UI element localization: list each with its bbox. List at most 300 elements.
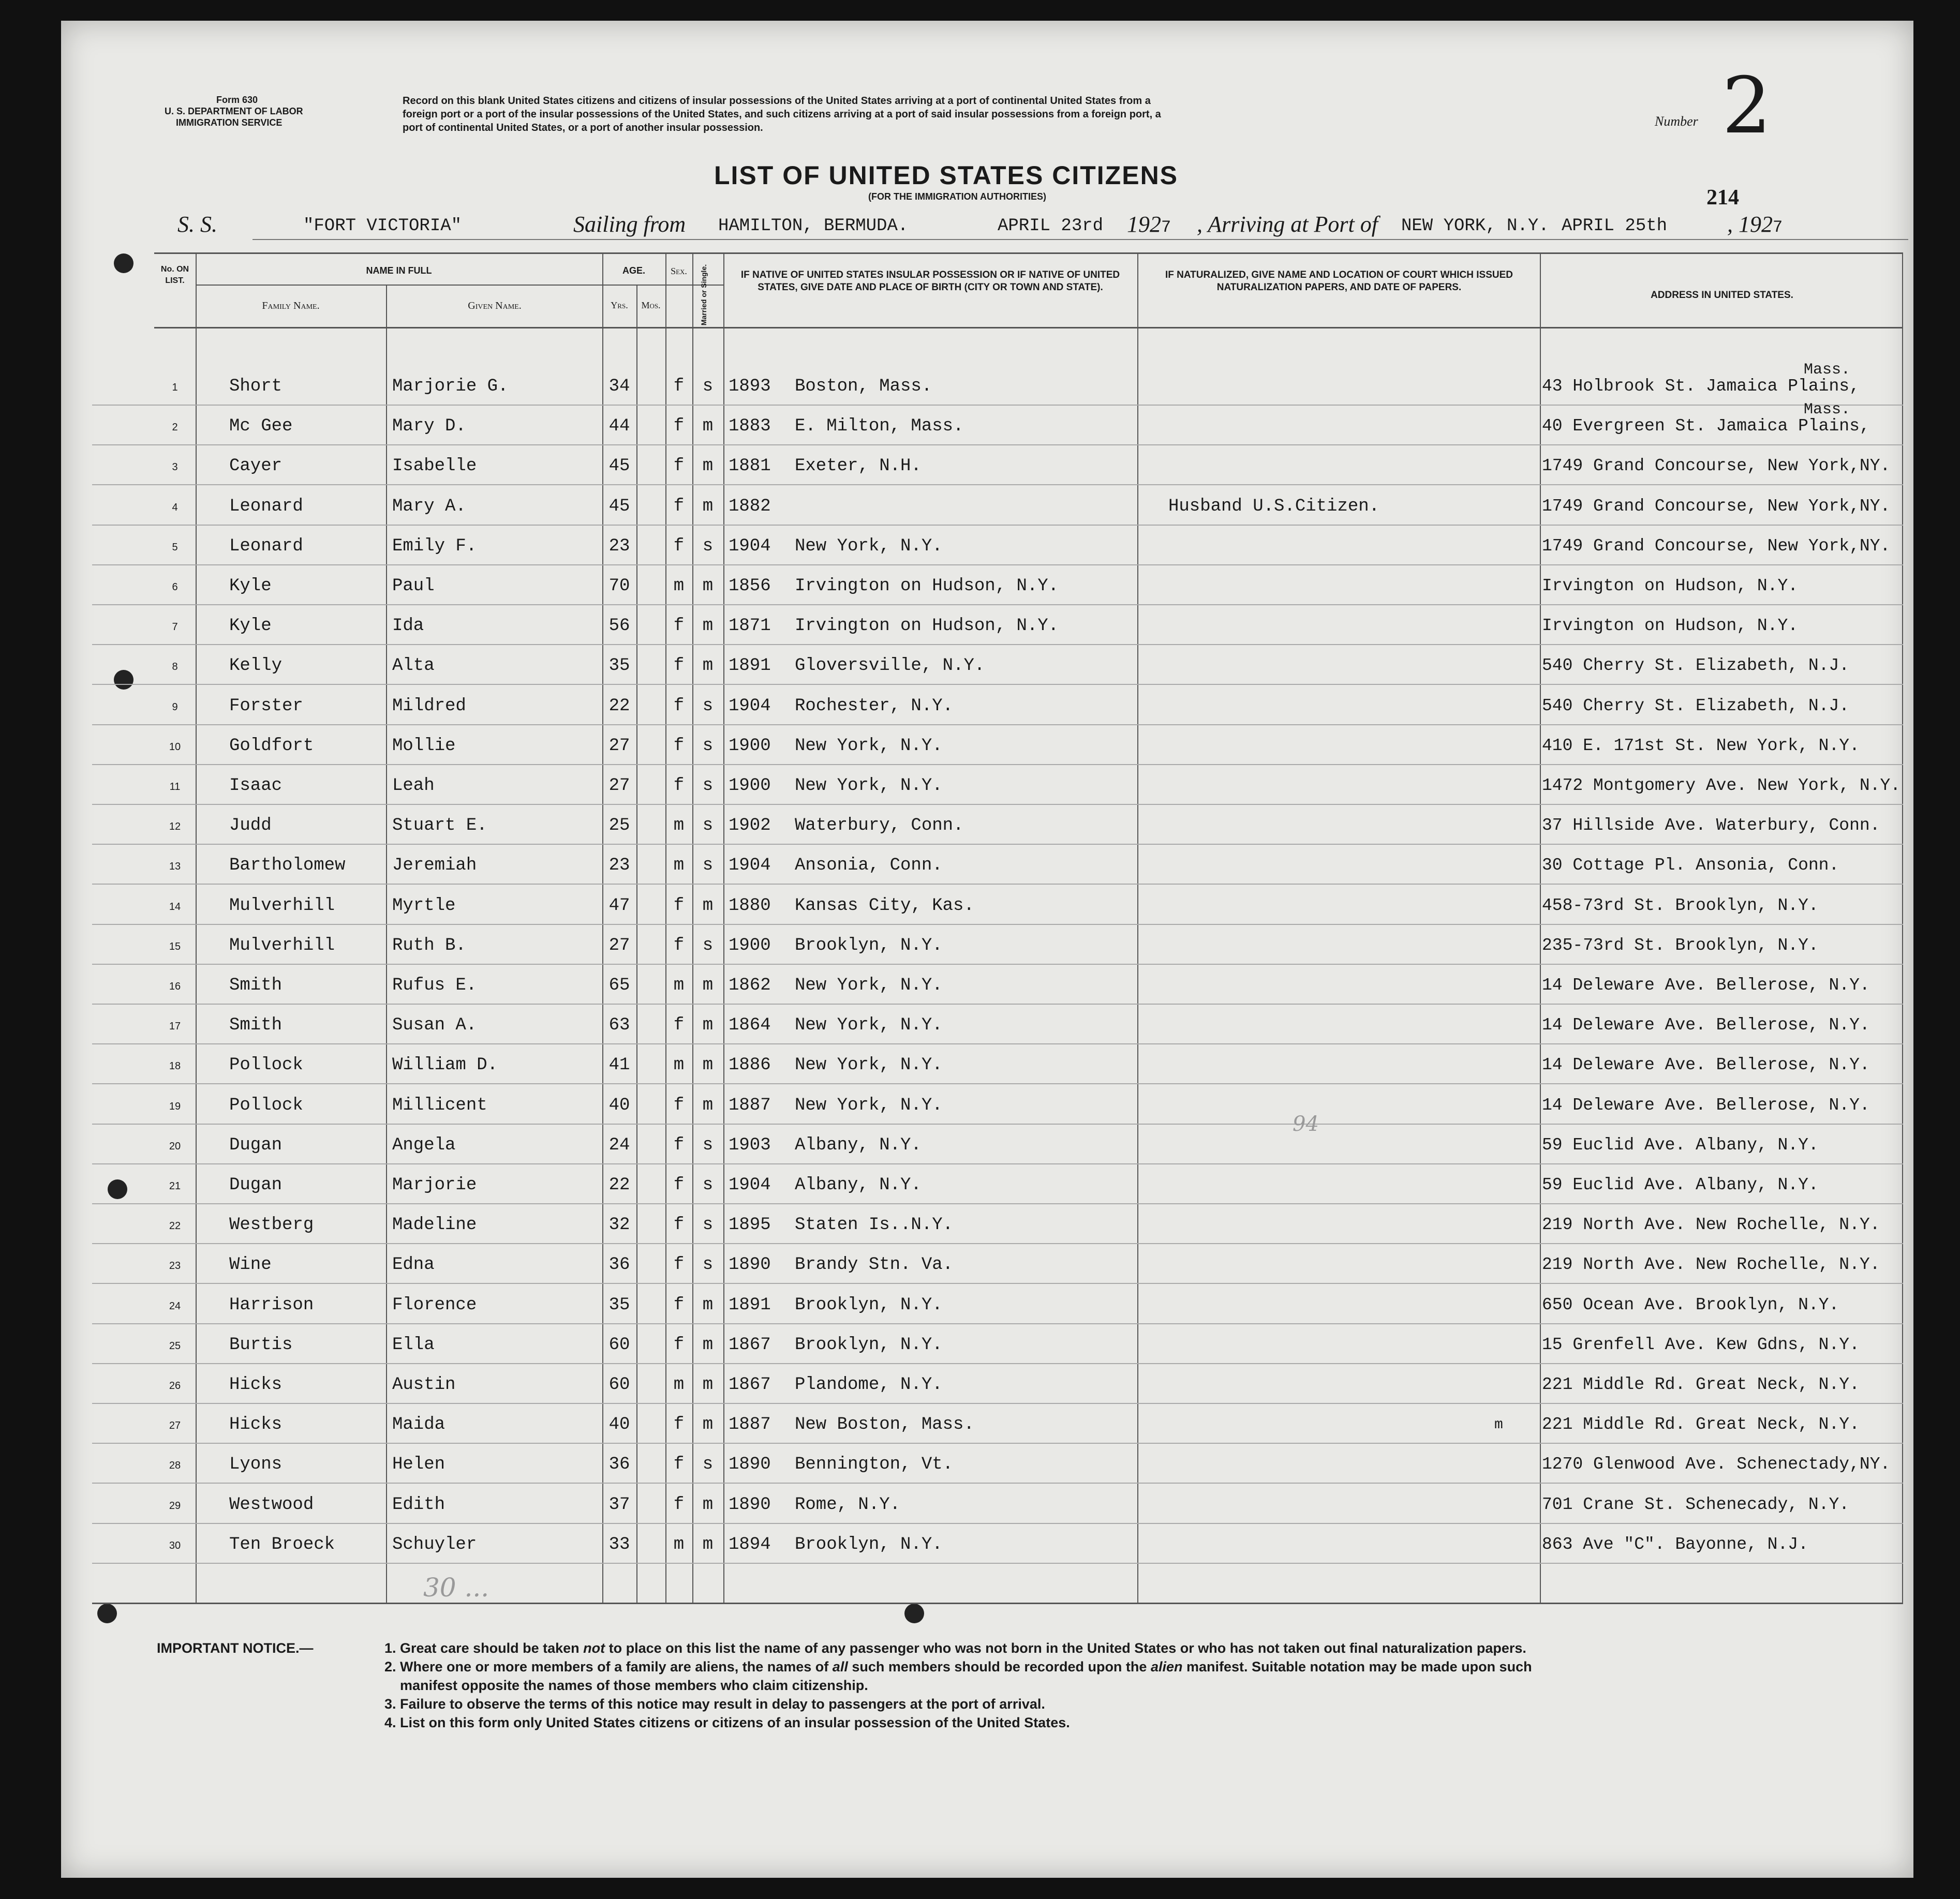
sex: f — [673, 1494, 685, 1515]
us-address: 701 Crane St. Schenecady, N.Y. — [1542, 1494, 1850, 1514]
header-mos: Mos. — [641, 300, 661, 310]
age-years: 35 — [608, 656, 630, 676]
given-name: Maida — [392, 1415, 446, 1435]
given-name: Isabelle — [392, 456, 477, 476]
row-number: 22 — [169, 1220, 181, 1232]
notice-line-2 — [157, 1657, 1532, 1676]
marital-status: m — [702, 456, 714, 476]
marital-status: m — [702, 616, 714, 636]
given-name: Jeremiah — [392, 856, 477, 876]
birth-year: 1904 — [729, 696, 771, 716]
birth-place: Brooklyn, N.Y. — [795, 935, 943, 955]
instruction-line: Record on this blank United States citizens and citizens of insular possessions of the United States arriving at a port of continental United States from a — [403, 95, 1151, 107]
birth-place: New York, N.Y. — [795, 736, 943, 756]
row-number: 7 — [172, 621, 178, 633]
header-sex: Sex. — [671, 266, 687, 276]
given-name: Marjorie — [392, 1175, 477, 1195]
given-name: Marjorie G. — [392, 377, 509, 396]
arrival-year-prefix: , 192 — [1727, 212, 1773, 237]
birth-year: 1904 — [729, 856, 771, 876]
row-rule — [92, 804, 1903, 805]
sex: f — [673, 656, 685, 676]
punch-hole — [97, 1604, 117, 1623]
col-line — [196, 252, 197, 1603]
age-years: 63 — [608, 1015, 630, 1036]
sex: m — [673, 1375, 685, 1395]
sailing-date: APRIL 23rd — [998, 216, 1104, 236]
birth-place: Gloversville, N.Y. — [795, 656, 985, 676]
birth-year: 1890 — [729, 1455, 771, 1475]
header-family-name: Family Name. — [262, 300, 320, 311]
sex: f — [673, 456, 685, 476]
given-name: Rufus E. — [392, 976, 477, 995]
age-years: 56 — [608, 616, 630, 636]
row-number: 25 — [169, 1340, 181, 1352]
family-name: Dugan — [229, 1135, 283, 1155]
age-years: 60 — [608, 1335, 630, 1355]
given-name: Paul — [392, 576, 435, 596]
marital-status: m — [702, 1095, 714, 1115]
us-address: 650 Ocean Ave. Brooklyn, N.Y. — [1542, 1295, 1839, 1314]
instruction-line: foreign port or a port of the insular possessions of the United States, and such citizens arriving at a port of said insular possessions from a foreign port, a — [403, 109, 1161, 120]
page-subtitle: (FOR THE IMMIGRATION AUTHORITIES) — [868, 191, 1046, 202]
marital-status: m — [702, 1295, 714, 1315]
row-number: 6 — [172, 581, 178, 593]
notice-emphasis: not — [583, 1640, 605, 1656]
sex: f — [673, 1175, 685, 1195]
row-number: 16 — [169, 981, 181, 992]
header-age: AGE. — [622, 265, 645, 276]
sex: m — [673, 576, 685, 596]
us-address: 15 Grenfell Ave. Kew Gdns, N.Y. — [1542, 1335, 1860, 1354]
sailing-year — [1127, 211, 1171, 237]
row-number: 19 — [169, 1100, 181, 1112]
age-years: 65 — [608, 976, 630, 995]
birth-place: Brandy Stn. Va. — [795, 1255, 954, 1275]
col-line — [1137, 252, 1138, 1603]
age-years: 35 — [608, 1295, 630, 1315]
sailing-year-prefix: 192 — [1127, 212, 1161, 237]
given-name: Mildred — [392, 696, 466, 716]
marital-status: m — [702, 1015, 714, 1036]
given-name: Ella — [392, 1335, 435, 1355]
row-number: 1 — [172, 382, 178, 393]
header-sub-rule — [196, 285, 723, 286]
sex: f — [673, 776, 685, 796]
sex: f — [673, 696, 685, 716]
age-years: 27 — [608, 736, 630, 756]
marital-status: m — [702, 1375, 714, 1395]
birth-year: 1882 — [729, 496, 771, 516]
us-address: 410 E. 171st St. New York, N.Y. — [1542, 736, 1860, 755]
row-rule — [92, 1243, 1903, 1244]
given-name: Austin — [392, 1375, 456, 1395]
marital-status: m — [702, 656, 714, 676]
pencil-annotation-94: 94 — [1293, 1112, 1319, 1136]
row-rule — [92, 1043, 1903, 1044]
family-name: Westberg — [229, 1215, 314, 1235]
row-rule — [92, 1523, 1903, 1524]
arrival-year — [1727, 211, 1783, 237]
given-name: Myrtle — [392, 895, 456, 916]
age-years: 27 — [608, 776, 630, 796]
row-rule — [92, 1483, 1903, 1484]
given-name: Stuart E. — [392, 816, 487, 836]
col-line — [1540, 252, 1541, 1603]
birth-year: 1886 — [729, 1055, 771, 1075]
birth-year: 1867 — [729, 1375, 771, 1395]
marital-status: m — [702, 895, 714, 916]
age-years: 60 — [608, 1375, 630, 1395]
birth-year: 1887 — [729, 1415, 771, 1435]
sailing-line-rule — [253, 239, 1908, 240]
given-name: Mary D. — [392, 416, 466, 437]
birth-year: 1883 — [729, 416, 771, 437]
row-rule — [92, 604, 1903, 605]
birth-place: Ansonia, Conn. — [795, 856, 943, 876]
marital-status: s — [702, 1215, 714, 1235]
col-line — [386, 285, 387, 1603]
us-address: 540 Cherry St. Elizabeth, N.J. — [1542, 656, 1850, 676]
age-years: 36 — [608, 1255, 630, 1275]
notice-text: manifest. Suitable notation may be made upon such — [1182, 1659, 1532, 1674]
us-address: 59 Euclid Ave. Albany, N.Y. — [1542, 1135, 1819, 1155]
marital-status: m — [702, 416, 714, 437]
birth-place: E. Milton, Mass. — [795, 416, 964, 437]
us-address: 14 Deleware Ave. Bellerose, N.Y. — [1542, 1095, 1870, 1115]
department-label: U. S. DEPARTMENT OF LABOR — [165, 106, 303, 116]
family-name: Isaac — [229, 776, 283, 796]
notice-text: 1. Great care should be taken — [384, 1640, 584, 1656]
birth-place: Boston, Mass. — [795, 377, 932, 396]
age-years: 36 — [608, 1455, 630, 1475]
row-number: 4 — [172, 501, 178, 513]
us-address: 14 Deleware Ave. Bellerose, N.Y. — [1542, 976, 1870, 995]
marital-status: m — [702, 1335, 714, 1355]
table-right-border — [1902, 252, 1903, 1603]
age-years: 23 — [608, 536, 630, 556]
birth-year: 1894 — [729, 1534, 771, 1554]
sex: f — [673, 935, 685, 955]
header-no-on-list: No. ON LIST. — [160, 265, 189, 285]
arriving-label: , Arriving at Port of — [1197, 212, 1378, 237]
address-state-superscript: Mass. — [1804, 361, 1851, 379]
age-years: 44 — [608, 416, 630, 437]
arrival-year-suffix: 7 — [1773, 218, 1783, 237]
age-years: 41 — [608, 1055, 630, 1075]
birth-year: 1880 — [729, 895, 771, 916]
marital-status: m — [702, 1534, 714, 1554]
birth-place: New York, N.Y. — [795, 1055, 943, 1075]
sailing-from: HAMILTON, BERMUDA. — [718, 216, 909, 236]
row-rule — [92, 484, 1903, 485]
birth-year: 1900 — [729, 776, 771, 796]
notice-text: to place on this list the name of any passenger who was not born in the United States or who has not taken out final naturalization papers. — [605, 1640, 1526, 1656]
row-number: 27 — [169, 1420, 181, 1432]
family-name: Smith — [229, 976, 283, 995]
notice-emphasis: alien — [1150, 1659, 1183, 1674]
ss-label: S. S. — [177, 212, 217, 237]
row-rule — [92, 884, 1903, 885]
family-name: Lyons — [229, 1455, 283, 1475]
header-address: ADDRESS IN UNITED STATES. — [1651, 290, 1793, 301]
notice-line-4: 4. List on this form only United States citizens or citizens of an insular possession of the United States. — [384, 1715, 1070, 1730]
family-name: Smith — [229, 1015, 283, 1036]
us-address: 235-73rd St. Brooklyn, N.Y. — [1542, 935, 1819, 955]
row-number: 30 — [169, 1539, 181, 1551]
row-rule — [92, 1563, 1903, 1564]
birth-place: New York, N.Y. — [795, 1095, 943, 1115]
row-number: 5 — [172, 541, 178, 553]
row-number: 20 — [169, 1140, 181, 1152]
birth-year: 1900 — [729, 736, 771, 756]
age-years: 37 — [608, 1494, 630, 1515]
row-number: 29 — [169, 1500, 181, 1512]
sex: f — [673, 895, 685, 916]
age-years: 45 — [608, 496, 630, 516]
birth-place: New York, N.Y. — [795, 1015, 943, 1036]
row-number: 3 — [172, 461, 178, 473]
family-name: Goldfort — [229, 736, 314, 756]
age-years: 40 — [608, 1415, 630, 1435]
row-number: 9 — [172, 701, 178, 713]
birth-place: Kansas City, Kas. — [795, 895, 974, 916]
page-title: LIST OF UNITED STATES CITIZENS — [714, 161, 1179, 190]
given-name: Susan A. — [392, 1015, 477, 1036]
birth-year: 1887 — [729, 1095, 771, 1115]
given-name: Florence — [392, 1295, 477, 1315]
sex: m — [673, 976, 685, 995]
row-rule — [92, 1283, 1903, 1284]
age-years: 70 — [608, 576, 630, 596]
row-number: 21 — [169, 1180, 181, 1192]
family-name: Bartholomew — [229, 856, 346, 876]
row-number: 28 — [169, 1460, 181, 1472]
important-notice — [157, 1639, 1532, 1732]
us-address: 540 Cherry St. Elizabeth, N.J. — [1542, 696, 1850, 715]
us-address: 59 Euclid Ave. Albany, N.Y. — [1542, 1175, 1819, 1194]
age-years: 45 — [608, 456, 630, 476]
row-rule — [92, 1124, 1903, 1125]
family-name: Dugan — [229, 1175, 283, 1195]
sex: f — [673, 1295, 685, 1315]
sex: f — [673, 496, 685, 516]
row-number: 26 — [169, 1380, 181, 1392]
family-name: Burtis — [229, 1335, 293, 1355]
header-bottom-border — [154, 327, 1903, 328]
marital-status: m — [702, 496, 714, 516]
age-years: 22 — [608, 696, 630, 716]
sex: f — [673, 377, 685, 396]
naturalization: m — [1494, 1417, 1503, 1433]
family-name: Hicks — [229, 1375, 283, 1395]
sex: f — [673, 416, 685, 437]
row-number: 17 — [169, 1021, 181, 1033]
row-rule — [92, 1323, 1903, 1324]
birth-place: Staten Is..N.Y. — [795, 1215, 954, 1235]
birth-place: New Boston, Mass. — [795, 1415, 974, 1435]
family-name: Mulverhill — [229, 895, 335, 916]
row-rule — [92, 444, 1903, 445]
us-address: 221 Middle Rd. Great Neck, N.Y. — [1542, 1375, 1860, 1394]
birth-year: 1904 — [729, 536, 771, 556]
notice-label: IMPORTANT NOTICE.— — [157, 1640, 314, 1656]
marital-status: s — [702, 696, 714, 716]
row-rule — [92, 1004, 1903, 1005]
given-name: Angela — [392, 1135, 456, 1155]
family-name: Judd — [229, 816, 272, 836]
birth-place: New York, N.Y. — [795, 536, 943, 556]
notice-line-2b: manifest opposite the names of those members who claim citizenship. — [400, 1678, 868, 1693]
us-address: 1472 Montgomery Ave. New York, N.Y. — [1542, 776, 1901, 795]
sex: f — [673, 1415, 685, 1435]
age-years: 27 — [608, 935, 630, 955]
given-name: Madeline — [392, 1215, 477, 1235]
birth-year: 1904 — [729, 1175, 771, 1195]
sex: f — [673, 1255, 685, 1275]
family-name: Ten Broeck — [229, 1534, 335, 1554]
family-name: Kyle — [229, 576, 272, 596]
given-name: Ruth B. — [392, 935, 466, 955]
header-native-birth: IF NATIVE OF UNITED STATES INSULAR POSSESSION OR IF NATIVE OF UNITED STATES, GIVE DATE AND PLACE OF BIRTH (CITY OR TOWN AND STATE). — [740, 270, 1120, 293]
row-rule — [92, 1443, 1903, 1444]
given-name: Schuyler — [392, 1534, 477, 1554]
age-years: 32 — [608, 1215, 630, 1235]
marital-status: s — [702, 736, 714, 756]
table-bottom-border — [92, 1603, 1903, 1604]
birth-year: 1902 — [729, 816, 771, 836]
notice-text: such members should be recorded upon the — [848, 1659, 1151, 1674]
birth-place: Waterbury, Conn. — [795, 816, 964, 836]
us-address: 14 Deleware Ave. Bellerose, N.Y. — [1542, 1015, 1870, 1035]
row-rule — [92, 844, 1903, 845]
sex: f — [673, 736, 685, 756]
header-married-single: Married or Single. — [700, 264, 708, 326]
family-name: Leonard — [229, 536, 303, 556]
us-address: 219 North Ave. New Rochelle, N.Y. — [1542, 1215, 1880, 1235]
us-address: 863 Ave "C". Bayonne, N.J. — [1542, 1534, 1808, 1554]
marital-status: s — [702, 935, 714, 955]
row-rule — [92, 924, 1903, 925]
marital-status: s — [702, 856, 714, 876]
number-label: Number — [1655, 114, 1698, 129]
birth-year: 1862 — [729, 976, 771, 995]
birth-year: 1891 — [729, 1295, 771, 1315]
punch-hole — [114, 253, 133, 273]
row-rule — [92, 405, 1903, 406]
marital-status: s — [702, 377, 714, 396]
birth-place: New York, N.Y. — [795, 976, 943, 995]
age-years: 25 — [608, 816, 630, 836]
marital-status: s — [702, 1135, 714, 1155]
row-rule — [92, 1083, 1903, 1084]
birth-year: 1895 — [729, 1215, 771, 1235]
address-state-superscript: Mass. — [1804, 401, 1851, 419]
marital-status: m — [702, 976, 714, 995]
us-address: 40 Evergreen St. Jamaica Plains, — [1542, 416, 1870, 436]
sex: f — [673, 616, 685, 636]
row-number: 14 — [169, 901, 181, 913]
family-name: Pollock — [229, 1055, 303, 1075]
given-name: Emily F. — [392, 536, 477, 556]
birth-place: Albany, N.Y. — [795, 1175, 922, 1195]
row-number: 8 — [172, 661, 178, 673]
col-line — [665, 252, 666, 1603]
row-number: 12 — [169, 821, 181, 833]
marital-status: s — [702, 1175, 714, 1195]
notice-line-1 — [157, 1639, 1532, 1657]
marital-status: s — [702, 816, 714, 836]
row-rule — [92, 1363, 1903, 1364]
row-number: 11 — [169, 781, 181, 793]
sailing-year-suffix: 7 — [1161, 218, 1171, 237]
birth-year: 1890 — [729, 1494, 771, 1515]
marital-status: m — [702, 1415, 714, 1435]
sex: f — [673, 1335, 685, 1355]
row-rule — [92, 684, 1903, 685]
given-name: Alta — [392, 656, 435, 676]
marital-status: s — [702, 536, 714, 556]
birth-year: 1893 — [729, 377, 771, 396]
notice-emphasis: all — [832, 1659, 848, 1674]
row-rule — [92, 1163, 1903, 1164]
birth-place: Rochester, N.Y. — [795, 696, 954, 716]
page-stamp-number: 214 — [1706, 186, 1739, 210]
form-instructions — [403, 94, 1161, 134]
service-label: IMMIGRATION SERVICE — [176, 117, 283, 128]
given-name: William D. — [392, 1055, 498, 1075]
us-address: 458-73rd St. Brooklyn, N.Y. — [1542, 895, 1819, 915]
naturalization: Husband U.S.Citizen. — [1168, 496, 1380, 516]
family-name: Cayer — [229, 456, 283, 476]
family-name: Mc Gee — [229, 416, 293, 437]
row-number: 10 — [169, 741, 181, 753]
age-years: 24 — [608, 1135, 630, 1155]
manifest-sheet — [61, 21, 1913, 1878]
sex: f — [673, 1455, 685, 1475]
header-yrs: Yrs. — [611, 300, 628, 310]
family-name: Pollock — [229, 1095, 303, 1115]
age-years: 22 — [608, 1175, 630, 1195]
notice-text: 2. Where one or more members of a family are aliens, the names of — [384, 1659, 833, 1674]
marital-status: m — [702, 1055, 714, 1075]
birth-place: Bennington, Vt. — [795, 1455, 954, 1475]
row-rule — [92, 564, 1903, 565]
age-years: 47 — [608, 895, 630, 916]
birth-place: Plandome, N.Y. — [795, 1375, 943, 1395]
row-rule — [92, 1403, 1903, 1404]
birth-year: 1881 — [729, 456, 771, 476]
row-number: 13 — [169, 861, 181, 873]
birth-place: Irvington on Hudson, N.Y. — [795, 616, 1059, 636]
sex: f — [673, 1015, 685, 1036]
family-name: Short — [229, 377, 283, 396]
family-name: Wine — [229, 1255, 272, 1275]
sex: m — [673, 1055, 685, 1075]
birth-place: Brooklyn, N.Y. — [795, 1295, 943, 1315]
header-given-name: Given Name. — [468, 300, 522, 311]
birth-place: Brooklyn, N.Y. — [795, 1534, 943, 1554]
family-name: Forster — [229, 696, 303, 716]
us-address: Irvington on Hudson, N.Y. — [1542, 576, 1799, 595]
pencil-annotation-count: 30 ... — [423, 1573, 489, 1603]
family-name: Kelly — [229, 656, 283, 676]
col-line — [636, 285, 637, 1603]
row-number: 24 — [169, 1300, 181, 1312]
col-line — [723, 252, 724, 1603]
sex: m — [673, 816, 685, 836]
us-address: 37 Hillside Ave. Waterbury, Conn. — [1542, 816, 1880, 835]
